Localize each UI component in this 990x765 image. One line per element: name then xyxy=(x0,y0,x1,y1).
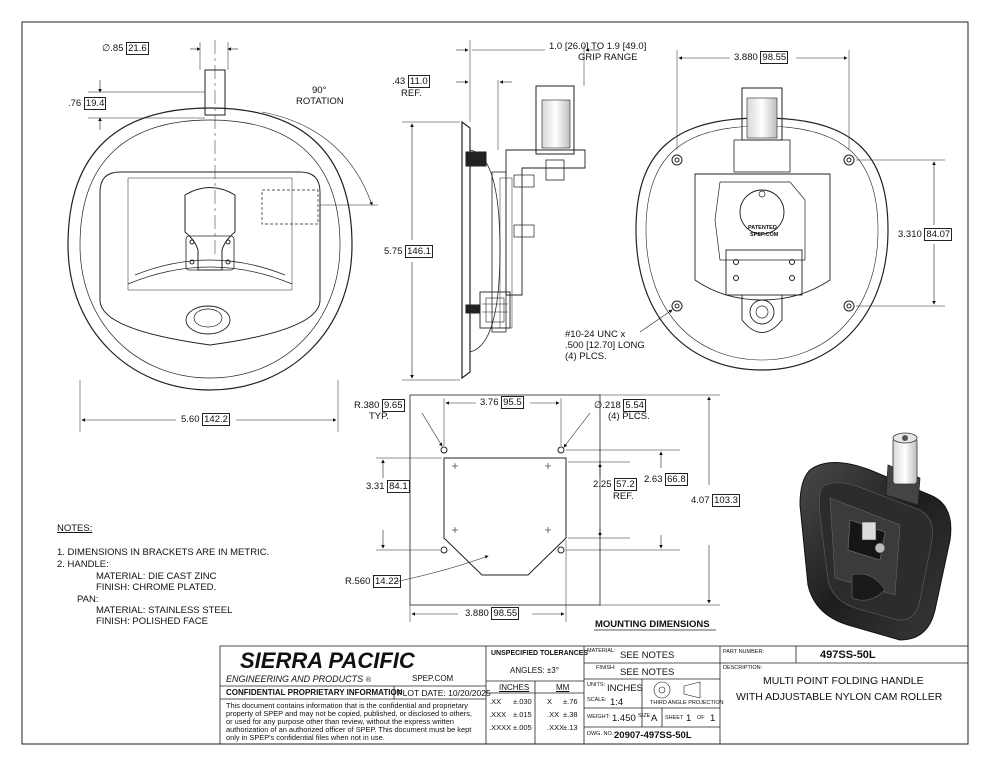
dim-value: 5.60 xyxy=(181,414,200,425)
dim-value: .76 xyxy=(68,98,82,109)
tolerance-angles: ANGLES: ±3° xyxy=(510,666,559,675)
tol-value: ±.13 xyxy=(563,723,578,732)
tol-value: ±.015 xyxy=(513,710,532,719)
weight-label: WEIGHT: xyxy=(587,714,610,720)
material-value: SEE NOTES xyxy=(620,650,675,661)
dim-value: 3.31 xyxy=(366,481,385,492)
description-line-1: MULTI POINT FOLDING HANDLE xyxy=(763,675,924,687)
weight-value: 1.450 xyxy=(612,713,636,724)
cutout-height-dim xyxy=(366,482,410,492)
subtitle-text: ENGINEERING AND PRODUCTS xyxy=(226,674,364,684)
side-height-dim xyxy=(384,247,433,257)
grip-range-dim: 1.0 [26.0] TO 1.9 [49.0] xyxy=(549,41,647,52)
hole-diameter-dim xyxy=(594,401,646,411)
mounting-title: MOUNTING DIMENSIONS xyxy=(595,619,710,630)
dim-value: 2.63 xyxy=(644,474,663,485)
note-line-3: MATERIAL: DIE CAST ZINC xyxy=(96,571,217,582)
dim-value: 3.880 xyxy=(465,608,489,619)
finish-value: SEE NOTES xyxy=(620,667,675,678)
side-depth-ref: REF. xyxy=(401,88,422,99)
hole-height-dim xyxy=(644,475,688,485)
tol-place: .XXX xyxy=(489,710,507,719)
description-line-2: WITH ADJUSTABLE NYLON CAM ROLLER xyxy=(736,691,943,703)
tolerance-row xyxy=(489,698,532,706)
dim-value: 2.25 xyxy=(593,479,612,490)
back-width-dim xyxy=(734,53,788,63)
size-value: A xyxy=(651,713,658,724)
tol-value: ±.38 xyxy=(563,710,578,719)
confidential-text-3: or used for any purpose other than review, without the express written xyxy=(226,717,455,726)
bottom-radius-dim xyxy=(345,577,401,587)
hole-spacing-dim xyxy=(480,398,524,408)
part-number-value: 497SS-50L xyxy=(820,649,876,661)
confidential-title: CONFIDENTIAL PROPRIETARY INFORMATION xyxy=(226,688,403,697)
units-value: INCHES xyxy=(607,683,643,694)
bottom-width-dim xyxy=(465,609,519,619)
tol-value: ±.030 xyxy=(513,697,532,706)
corner-radius-typ: TYP. xyxy=(369,411,389,422)
side-depth-dim xyxy=(392,77,430,87)
note-line-4: FINISH: CHROME PLATED. xyxy=(96,582,217,593)
of-label: OF xyxy=(697,715,705,721)
dim-metric: 66.8 xyxy=(667,474,686,485)
tolerance-mm-head: MM xyxy=(556,683,570,692)
finish-label: FINISH: xyxy=(596,665,616,671)
front-stem-dim xyxy=(68,99,106,109)
dim-metric: 11.0 xyxy=(409,76,428,87)
of-value: 1 xyxy=(710,713,716,724)
dim-value: ∅.218 xyxy=(594,400,621,411)
mounting-view xyxy=(376,395,720,630)
tol-place: .XXXX xyxy=(489,723,512,732)
dim-value: .43 xyxy=(392,76,406,87)
dim-value: 4.07 xyxy=(691,495,710,506)
dim-value: 3.76 xyxy=(480,397,499,408)
dim-value: 3.880 xyxy=(734,52,758,63)
dim-metric: 146.1 xyxy=(407,246,431,257)
material-label: MATERIAL: xyxy=(587,648,616,654)
scale-value: 1:4 xyxy=(610,697,624,708)
tol-place: X xyxy=(547,697,553,706)
front-width-dim xyxy=(181,415,230,425)
screw-spec-1: #10-24 UNC x xyxy=(565,329,626,340)
dim-metric: 84.07 xyxy=(926,229,951,240)
dim-value: R.380 xyxy=(354,400,380,411)
dim-metric: 103.3 xyxy=(714,495,738,506)
size-label: SIZE: xyxy=(638,713,652,719)
confidential-text-2: property of SPEP and may not be copied, published, or disclosed to others, xyxy=(226,709,472,718)
patent-label-1: PATENTED xyxy=(748,225,777,231)
part-number-label: PART NUMBER: xyxy=(723,649,764,655)
tolerance-title: UNSPECIFIED TOLERANCES xyxy=(491,650,589,657)
notes-heading: NOTES: xyxy=(57,523,93,534)
dim-metric: 9.65 xyxy=(384,400,403,411)
note-line-6: MATERIAL: STAINLESS STEEL xyxy=(96,605,233,616)
tol-place: .XXX xyxy=(547,723,565,732)
plot-date: PLOT DATE: 10/20/2025 xyxy=(397,688,491,698)
tolerance-row xyxy=(547,724,578,732)
dim-metric: 84.1 xyxy=(389,481,408,492)
back-height-dim xyxy=(898,230,952,240)
tol-value: ±.76 xyxy=(563,697,578,706)
patent-label-2: SPEP.COM xyxy=(750,232,779,238)
screw-spec-2: .500 [12.70] LONG xyxy=(565,340,645,351)
tolerance-row xyxy=(547,711,578,719)
rotation-angle: 90° xyxy=(312,85,327,96)
sheet-label: SHEET xyxy=(665,715,684,721)
dim-metric: 98.55 xyxy=(493,608,518,619)
tolerance-row xyxy=(489,724,532,732)
hole-count: (4) PLCS. xyxy=(608,411,650,422)
confidential-text-4: authorization of an authorized officer of SPEP. This document must be kept xyxy=(226,725,472,734)
note-line-2: 2. HANDLE: xyxy=(57,559,109,570)
dim-value: R.560 xyxy=(345,576,371,587)
scale-label: SCALE: xyxy=(587,697,607,703)
tol-place: .XX xyxy=(489,697,502,706)
dim-metric: 142.2 xyxy=(204,414,228,425)
dim-value: 3.310 xyxy=(898,229,922,240)
tolerance-row xyxy=(547,698,578,706)
ref-height-ref: REF. xyxy=(613,491,634,502)
rotation-label: ROTATION xyxy=(296,96,344,107)
registered-mark: ® xyxy=(365,677,371,684)
tolerance-row xyxy=(489,711,532,719)
confidential-text-5: only in SPEP's confidential files when not in use. xyxy=(226,733,385,742)
company-name: SIERRA PACIFIC xyxy=(240,648,415,673)
dim-metric: 21.6 xyxy=(128,43,147,54)
screw-spec-3: (4) PLCS. xyxy=(565,351,607,362)
tolerance-inches-head: INCHES xyxy=(499,683,530,692)
corner-radius-dim xyxy=(354,401,405,411)
note-line-1: 1. DIMENSIONS IN BRACKETS ARE IN METRIC. xyxy=(57,547,270,558)
dim-metric: 98.55 xyxy=(762,52,787,63)
front-diameter-dim xyxy=(102,44,149,54)
units-label: UNITS: xyxy=(587,682,606,688)
dim-value: 5.75 xyxy=(384,246,403,257)
dim-value: ∅.85 xyxy=(102,43,124,54)
total-height-dim xyxy=(691,496,740,506)
dwg-value: 20907-497SS-50L xyxy=(614,730,692,741)
dim-metric: 5.54 xyxy=(625,400,644,411)
dim-metric: 19.4 xyxy=(85,98,105,109)
dim-metric: 14.22 xyxy=(375,576,399,587)
tol-place: .XX xyxy=(547,710,560,719)
description-label: DESCRIPTION: xyxy=(723,665,763,671)
dim-metric: 57.2 xyxy=(616,479,635,490)
projection-label: THIRD ANGLE PROJECTION xyxy=(650,700,724,706)
sheet-value: 1 xyxy=(686,713,692,724)
back-view xyxy=(636,50,945,370)
company-website: SPEP.COM xyxy=(412,674,454,683)
note-line-7: FINISH: POLISHED FACE xyxy=(96,616,208,627)
note-line-5: PAN: xyxy=(77,594,99,605)
confidential-text-1: This document contains information that is the confidential and proprietary xyxy=(226,701,468,710)
dim-metric: 95.5 xyxy=(503,397,522,408)
isometric-view xyxy=(800,433,951,640)
ref-height-dim xyxy=(593,480,637,490)
grip-range-label: GRIP RANGE xyxy=(578,52,638,63)
company-subtitle xyxy=(226,675,371,684)
tol-value: ±.005 xyxy=(513,723,532,732)
dwg-label: DWG. NO.: xyxy=(587,731,615,737)
